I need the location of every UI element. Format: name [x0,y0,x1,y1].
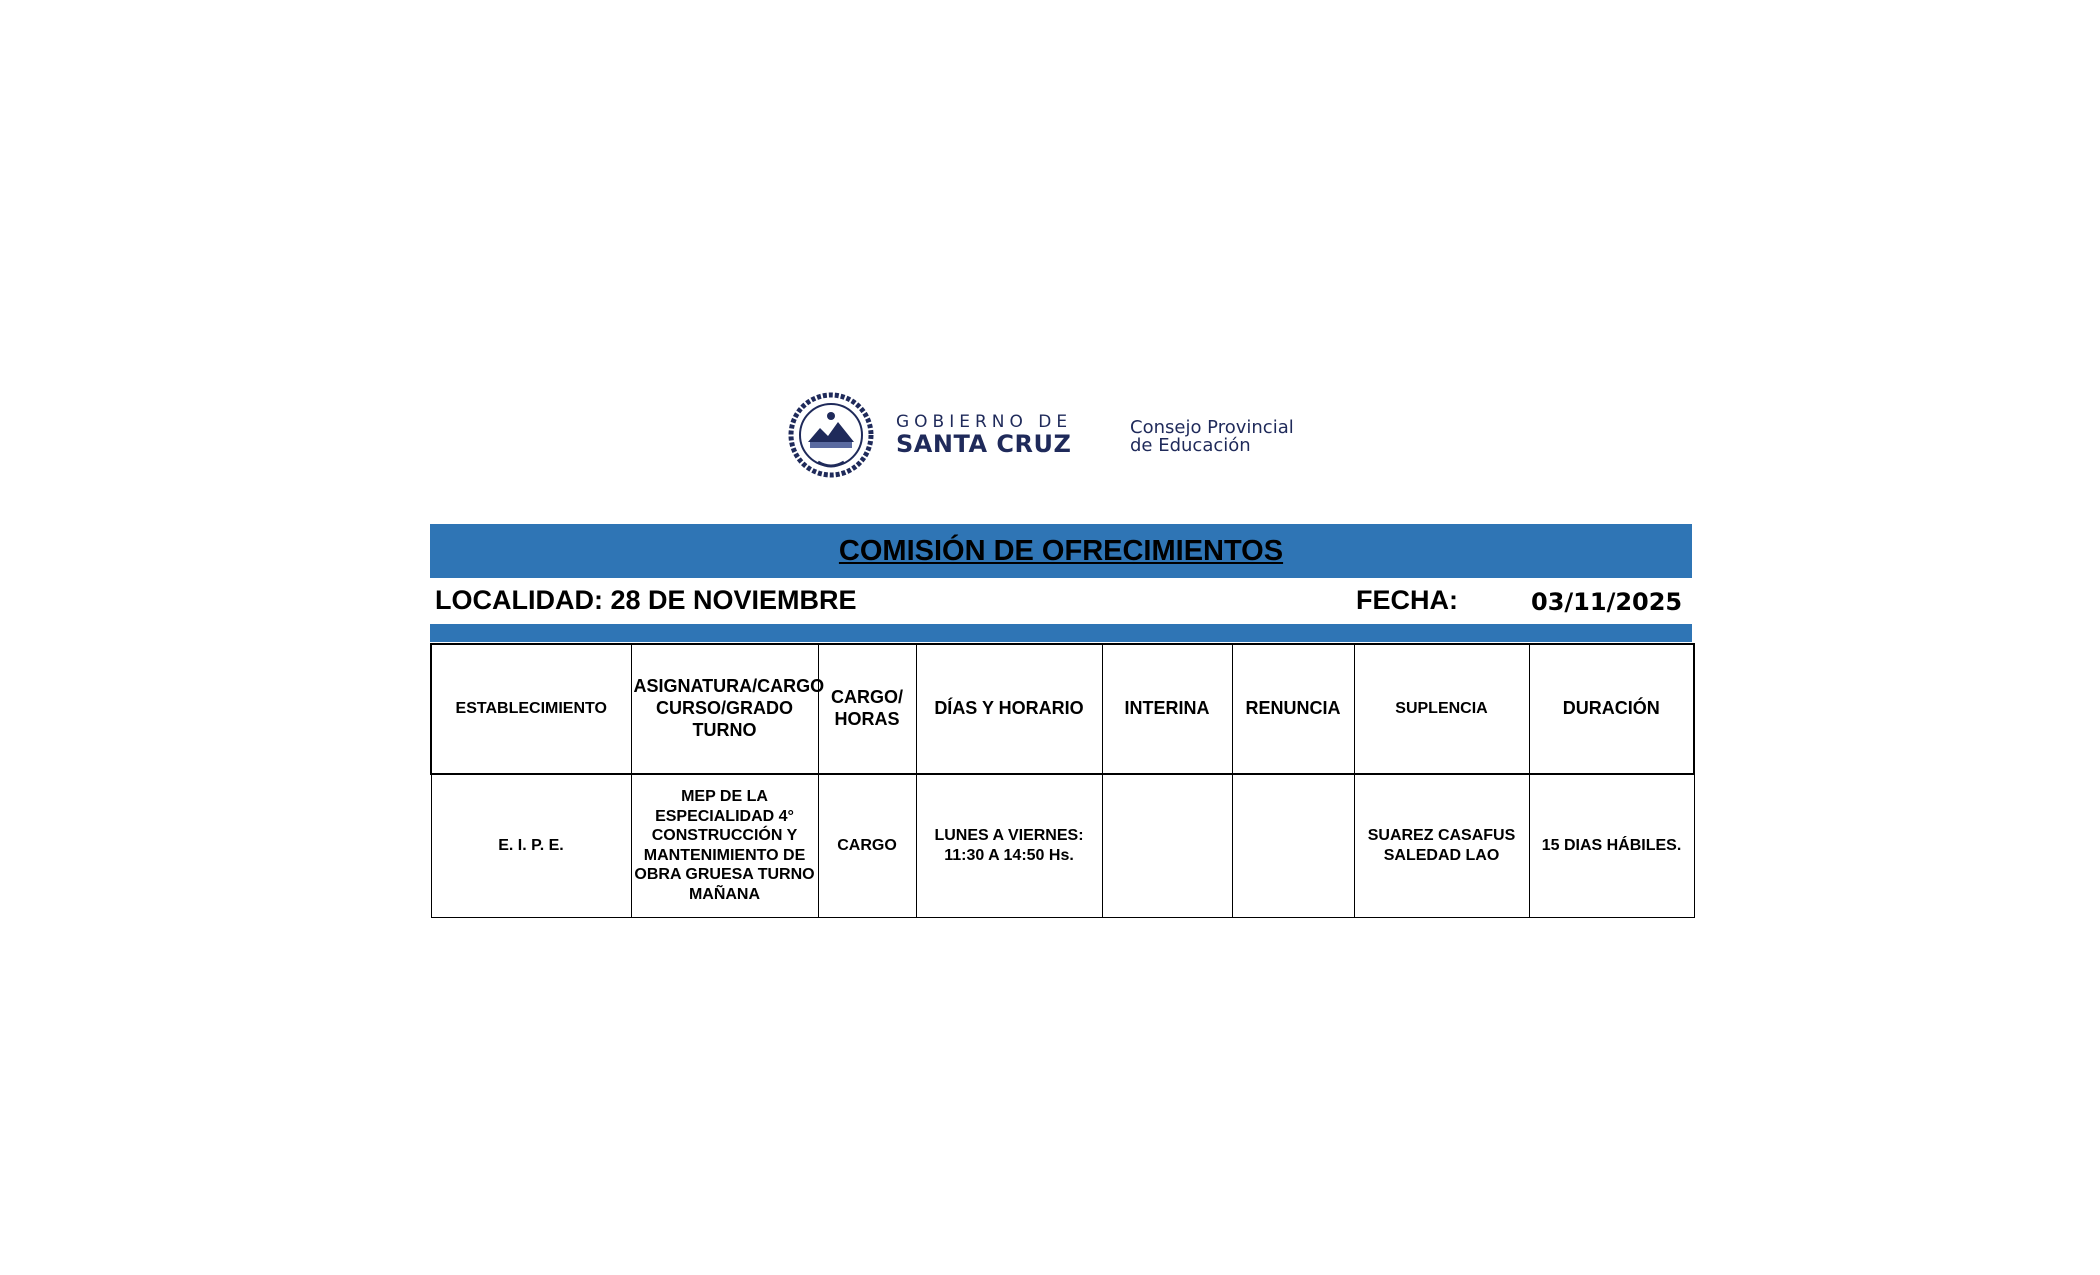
government-label: GOBIERNO DE [896,412,1073,432]
fecha-value: 03/11/2025 [1531,588,1683,616]
column-header-establecimiento: ESTABLECIMIENTO [431,644,631,774]
page-title: COMISIÓN DE OFRECIMIENTOS [838,534,1284,567]
divider-strip [430,624,1692,642]
cell-suplencia: SUAREZ CASAFUS SALEDAD LAO [1354,774,1529,917]
province-seal-icon [788,392,874,478]
title-bar [430,524,1692,578]
column-header-suplencia: SUPLENCIA [1354,644,1529,774]
localidad-label: LOCALIDAD: 28 DE NOVIEMBRE [435,585,857,615]
province-name: SANTA CRUZ [896,430,1072,458]
cell-duracion: 15 DIAS HÁBILES. [1529,774,1694,917]
header-logo [788,392,1318,478]
cell-establecimiento: E. I. P. E. [431,774,631,917]
cell-cargo-horas: CARGO [818,774,916,917]
council-name-line1: Consejo Provincial [1130,417,1294,438]
column-header-renuncia: RENUNCIA [1232,644,1354,774]
cell-interina [1102,774,1232,917]
column-header-cargo-horas: CARGO/ HORAS [818,644,916,774]
table-row [431,774,1694,917]
column-header-asignatura: ASIGNATURA/CARGO CURSO/GRADO TURNO [631,644,818,774]
fecha-label: FECHA: [1356,585,1458,615]
offers-table [430,643,1695,918]
location-date-row [430,578,1692,624]
column-header-interina: INTERINA [1102,644,1232,774]
table-header-row [431,644,1694,774]
cell-asignatura: MEP DE LA ESPECIALIDAD 4° CONSTRUCCIÓN Y MANTENIMIENTO DE OBRA GRUESA TURNO MAÑANA [631,774,818,917]
cell-renuncia [1232,774,1354,917]
cell-dias-horario: LUNES A VIERNES: 11:30 A 14:50 Hs. [916,774,1102,917]
column-header-dias-horario: DÍAS Y HORARIO [916,644,1102,774]
council-name-line2: de Educación [1130,435,1251,456]
column-header-duracion: DURACIÓN [1529,644,1694,774]
